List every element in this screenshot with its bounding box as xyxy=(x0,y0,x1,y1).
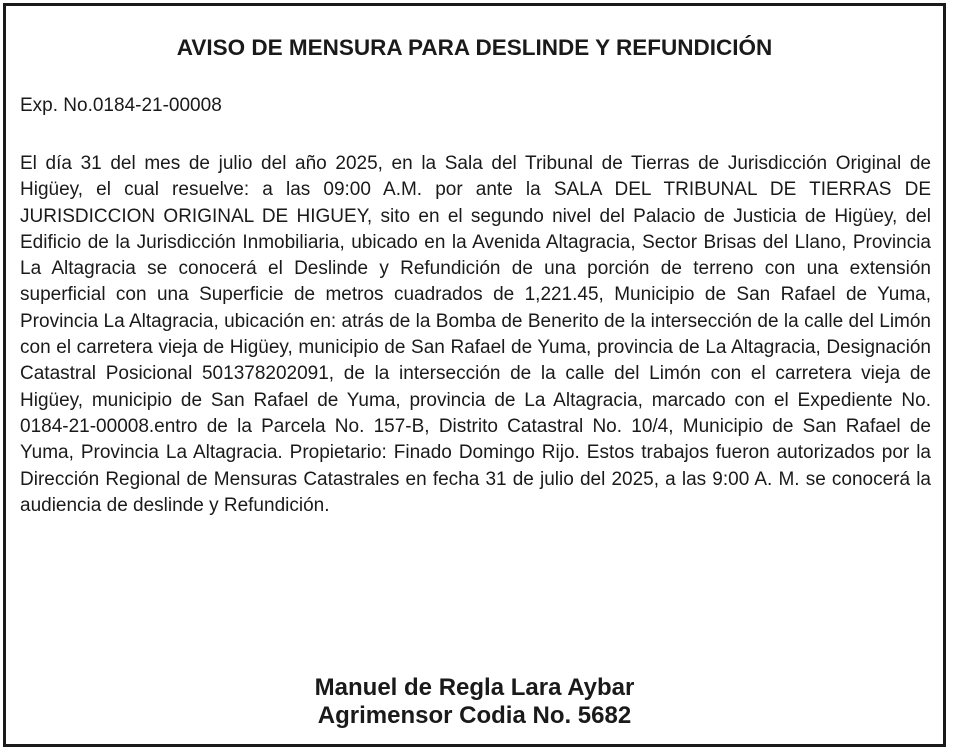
notice-title: AVISO DE MENSURA PARA DESLINDE Y REFUNDICIÓN xyxy=(176,35,773,60)
signer-name: Manuel de Regla Lara Aybar xyxy=(314,674,635,701)
legal-notice xyxy=(3,3,946,747)
signer-credential: Agrimensor Codia No. 5682 xyxy=(317,702,632,729)
notice-body: El día 31 del mes de julio del año 2025, en la Sala del Tribunal de Tierras de Jurisdicción Original de Higüey, el cual resuelve: a las 09:00 A.M. por ante la SALA DEL TRIBUNAL DE TIERRAS DE JURISDICCION ORIGINAL DE HIGUEY, sito en el segundo nivel del Palacio de Justicia de Higüey, del Edificio de la Jurisdicción Inmobiliaria, ubicado en la Avenida Altagracia, Sector Brisas del Llano, Provincia La Altagracia se conocerá el Deslinde y Refundición de una porción de terreno con una extensión superficial con una Superficie de metros cuadrados de 1,221.45, Municipio de San Rafael de Yuma, Provincia La Altagracia, ubicación en: atrás de la Bomba de Benerito de la intersección de la calle del Limón con el carretera vieja de Higüey, municipio de San Rafael de Yuma, provincia de La Altagracia, Designación Catastral Posicional 501378202091, de la intersección de la calle del Limón con el carretera vieja de Higüey, municipio de San Rafael de Yuma, provincia de La Altagracia, marcado con el Expediente No. 0184-21-00008.entro de la Parcela No. 157-B, Distrito Catastral No. 10/4, Municipio de San Rafael de Yuma, Provincia La Altagracia. Propietario: Finado Domingo Rijo. Estos trabajos fueron autorizados por la Dirección Regional de Mensuras Catastrales en fecha 31 de julio del 2025, a las 9:00 A. M. se conocerá la audiencia de deslinde y Refundición. xyxy=(20,153,931,516)
signature-block xyxy=(6,674,943,730)
case-number: Exp. No.0184-21-00008 xyxy=(20,95,222,116)
